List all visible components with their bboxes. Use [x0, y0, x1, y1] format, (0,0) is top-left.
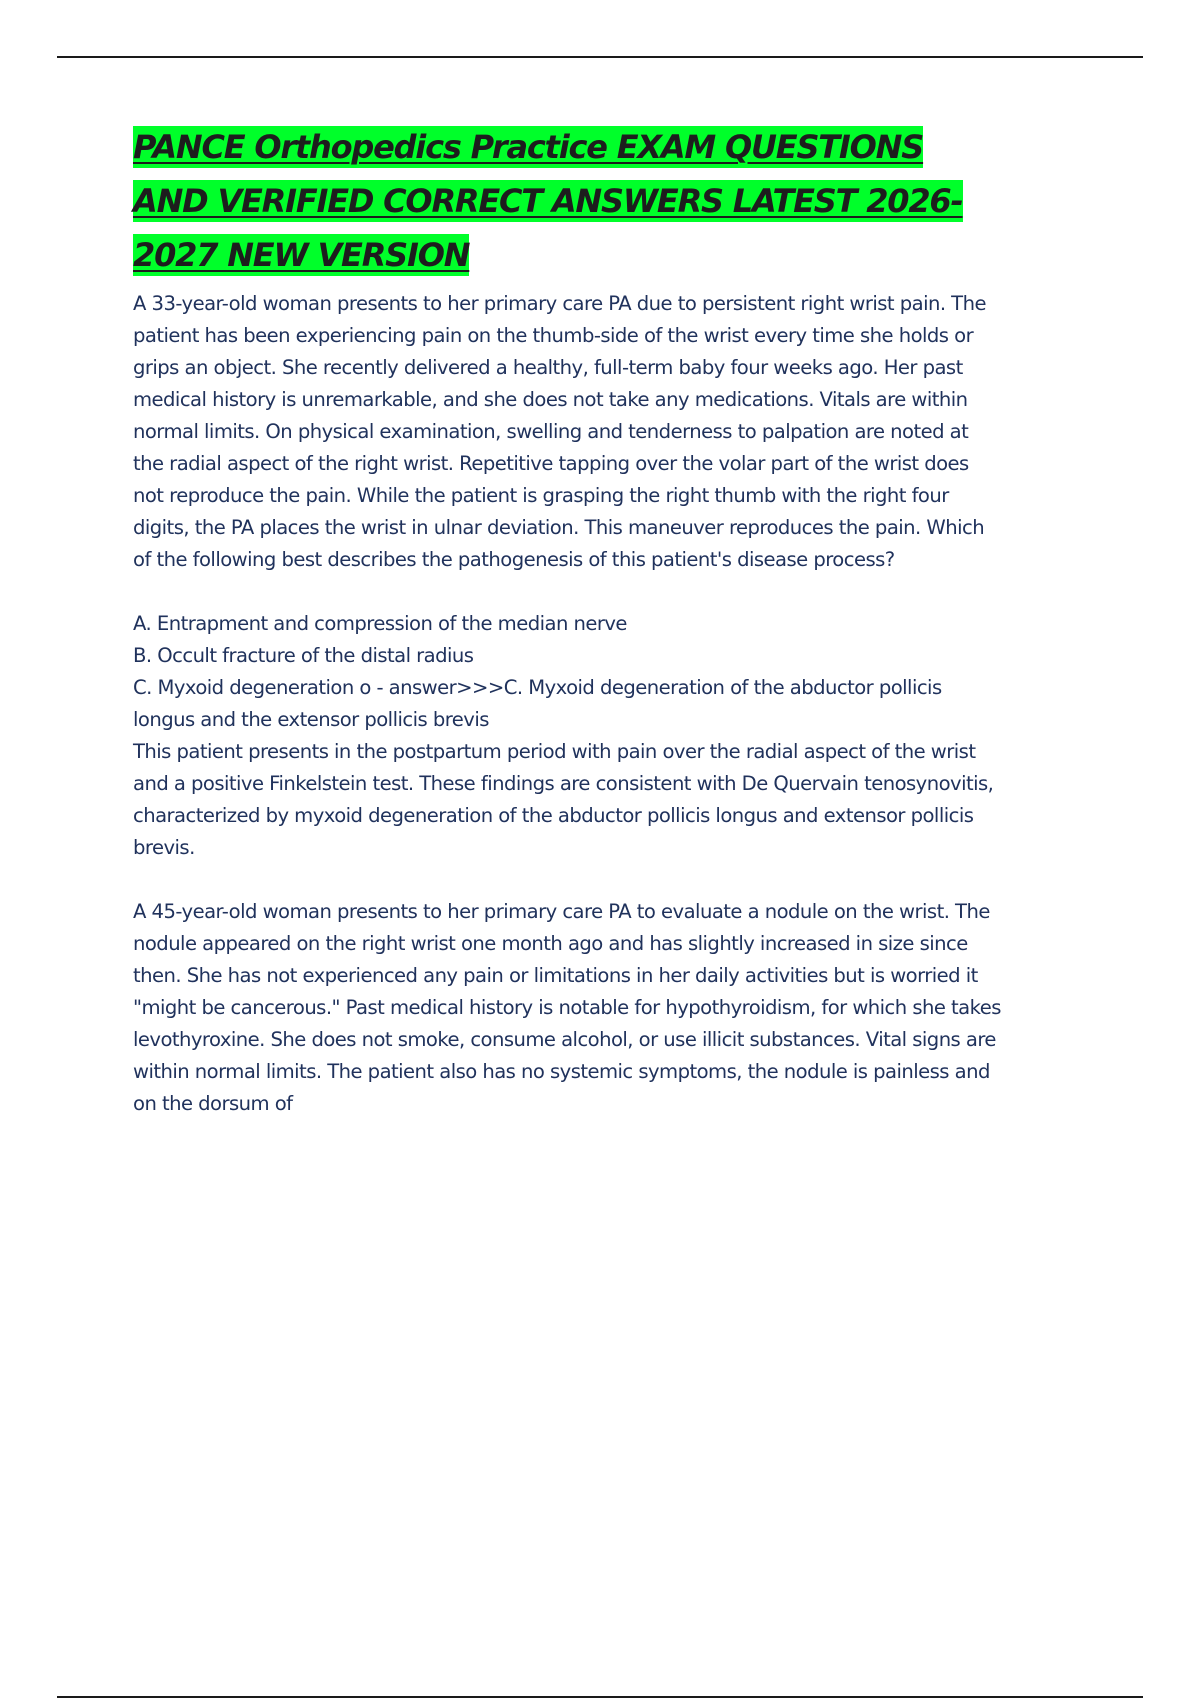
question-1-explanation: This patient presents in the postpartum period with pain over the radial aspect of the wrist and a positive Finkelstein test. These findings are consistent with De Quervain tenosynovitis, characterized by myxoid degeneration of the abductor pollicis longus and extensor pollicis brevis. [133, 740, 994, 859]
question-1-stem: A 33-year-old woman presents to her primary care PA due to persistent right wrist pain. The patient has been experiencing pain on the thumb-side of the wrist every time she holds or grips an object. She recently delivered a healthy, full-term baby four weeks ago. Her past medical history is unremarkable, and she does not take any medications. Vitals are within normal limits. On physical examination, swelling and tenderness to palpation are noted at the radial aspect of the right wrist. Repetitive tapping over the volar part of the wrist does not reproduce the pain. While the patient is grasping the right thumb with the right four digits, the PA places the wrist in ulnar deviation. This maneuver reproduces the pain. Which of the following best describes the pathogenesis of this patient's disease process? [133, 292, 986, 571]
title-highlight: PANCE Orthopedics Practice EXAM QUESTIONS AND VERIFIED CORRECT ANSWERS LATEST 2026-2027 NEW VERSION [133, 128, 963, 274]
spacer [133, 864, 1003, 896]
question-2-stem: A 45-year-old woman presents to her primary care PA to evaluate a nodule on the wrist. The nodule appeared on the right wrist one month ago and has slightly increased in size since then. She has not experienced any pain or limitations in her daily activities but is worried it "might be cancerous." Past medical history is notable for hypothyroidism, for which she takes levothyroxine. She does not smoke, consume alcohol, or use illicit substances. Vital signs are within normal limits. The patient also has no systemic symptoms, the nodule is painless and on the dorsum of [133, 900, 1001, 1115]
footer-rule [57, 1696, 1143, 1698]
document-title [133, 120, 1003, 282]
document-page [133, 120, 1003, 1120]
question-1-option-c-answer: C. Myxoid degeneration o - answer>>>C. Myxoid degeneration of the abductor pollicis longus and the extensor pollicis brevis [133, 676, 942, 731]
question-1-option-a: A. Entrapment and compression of the median nerve [133, 612, 627, 635]
spacer [133, 576, 1003, 608]
header-rule [57, 56, 1143, 58]
question-1-option-b: B. Occult fracture of the distal radius [133, 644, 474, 667]
